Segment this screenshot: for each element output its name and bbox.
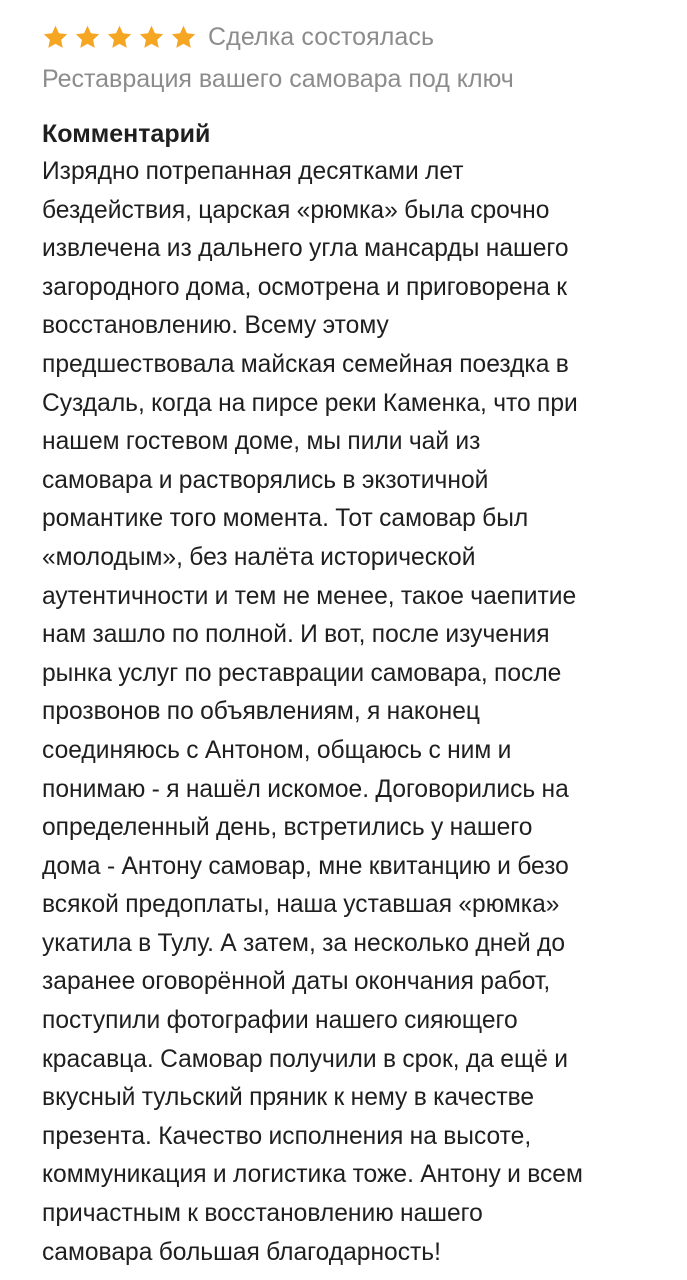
rating-row: [42, 18, 647, 56]
star-icon: [138, 24, 165, 51]
comment-line: красавца. Самовар получили в срок, да ещё и: [42, 1045, 568, 1073]
star-icon: [42, 24, 69, 51]
comment-line: нашем гостевом доме, мы пили чай из: [42, 428, 481, 456]
comment-line: дома - Антону самовар, мне квитанцию и безо: [42, 852, 569, 880]
comment-line: всякой предоплаты, наша уставшая «рюмка»: [42, 891, 560, 919]
comment-line: Суздаль, когда на пирсе реки Каменка, что при: [42, 389, 578, 417]
comment-line: понимаю - я нашёл искомое. Договорились на: [42, 775, 569, 803]
comment-line: самовара и растворялись в экзотичной: [42, 466, 489, 494]
comment-line: вкусный тульский пряник к нему в качестве: [42, 1084, 535, 1112]
star-rating: [42, 24, 197, 51]
comment-line: аутентичности и тем не менее, такое чаепитие: [42, 582, 577, 610]
comment-line: причастным к восстановлению нашего: [42, 1200, 483, 1228]
comment-line: нам зашло по полной. И вот, после изучения: [42, 621, 550, 649]
comment-heading: Комментарий: [42, 120, 211, 148]
comment-line: бездействия, царская «рюмка» была срочно: [42, 196, 550, 224]
comment-line: соединяюсь с Антоном, общаюсь с ним и: [42, 736, 512, 764]
comment-line: укатила в Тулу. А затем, за несколько дней до: [42, 929, 566, 957]
star-icon: [74, 24, 101, 51]
comment-line: романтике того момента. Тот самовар был: [42, 505, 529, 533]
comment-line: восстановлению. Всему этому: [42, 312, 389, 340]
star-icon: [170, 24, 197, 51]
comment-line: Изрядно потрепанная десятками лет: [42, 158, 464, 185]
comment-line: поступили фотографии нашего сияющего: [42, 1007, 518, 1035]
service-title: Реставрация вашего самовара под ключ: [42, 65, 514, 93]
comment-line: предшествовала майская семейная поездка в: [42, 350, 569, 378]
comment-line: коммуникация и логистика тоже. Антону и всем: [42, 1161, 583, 1189]
comment-line: презента. Качество исполнения на высоте,: [42, 1122, 532, 1150]
comment-line: рынка услуг по реставрации самовара, после: [42, 659, 562, 687]
comment-line: прозвонов по объявлениям, я наконец: [42, 698, 480, 726]
deal-status-text: Сделка состоялась: [208, 22, 435, 51]
comment-line: определенный день, встретились у нашего: [42, 814, 533, 842]
comment-text: [42, 153, 647, 1272]
star-icon: [106, 24, 133, 51]
comment-line: загородного дома, осмотрена и приговорена к: [42, 273, 568, 301]
comment-line: самовара большая благодарность!: [42, 1238, 441, 1266]
comment-line: «молодым», без налёта исторической: [42, 543, 476, 571]
comment-line: заранее оговорённой даты окончания работ,: [42, 968, 551, 996]
comment-line: извлечена из дальнего угла мансарды нашего: [42, 235, 569, 263]
